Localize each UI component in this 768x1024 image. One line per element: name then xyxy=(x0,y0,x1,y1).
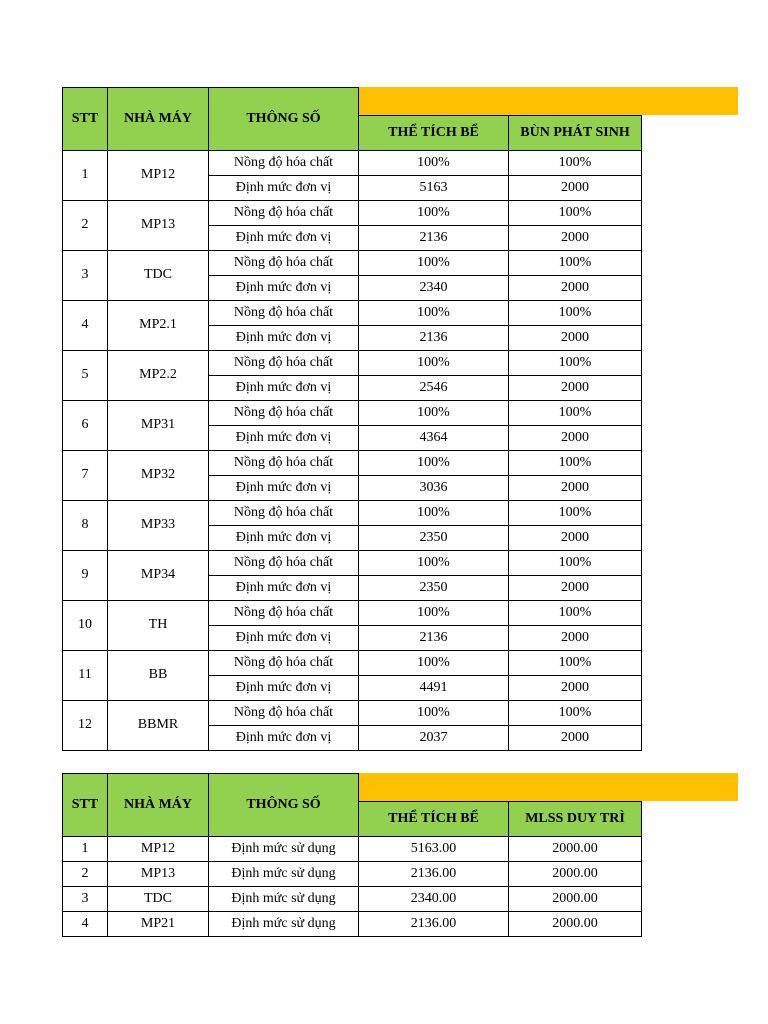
volume-cell: 2340 xyxy=(359,275,509,300)
volume-cell: 2136 xyxy=(359,625,509,650)
volume-cell: 100% xyxy=(359,150,509,175)
header-mlss: MLSS DUY TRÌ xyxy=(509,801,642,836)
factory-cell: MP34 xyxy=(108,550,209,600)
volume-cell: 5163.00 xyxy=(359,836,509,861)
sludge-cell: 100% xyxy=(509,700,642,725)
param-cell: Nồng độ hóa chất xyxy=(209,350,359,375)
volume-cell: 100% xyxy=(359,400,509,425)
param-cell: Định mức đơn vị xyxy=(209,675,359,700)
table-row xyxy=(63,250,642,275)
table-row xyxy=(63,836,642,861)
param-cell: Nồng độ hóa chất xyxy=(209,250,359,275)
param-cell: Nồng độ hóa chất xyxy=(209,200,359,225)
sludge-cell: 100% xyxy=(509,150,642,175)
factory-cell: MP2.2 xyxy=(108,350,209,400)
volume-cell: 100% xyxy=(359,500,509,525)
param-cell: Nồng độ hóa chất xyxy=(209,450,359,475)
factory-cell: MP21 xyxy=(108,911,209,936)
param-cell: Định mức sử dụng xyxy=(209,836,359,861)
param-cell: Định mức đơn vị xyxy=(209,175,359,200)
factory-cell: MP13 xyxy=(108,861,209,886)
stt-cell: 3 xyxy=(63,250,108,300)
factory-cell: MP2.1 xyxy=(108,300,209,350)
table-row xyxy=(63,450,642,475)
header-band xyxy=(359,88,642,116)
sludge-cell: 2000 xyxy=(509,275,642,300)
volume-cell: 100% xyxy=(359,650,509,675)
volume-cell: 4491 xyxy=(359,675,509,700)
param-cell: Định mức đơn vị xyxy=(209,275,359,300)
volume-cell: 100% xyxy=(359,200,509,225)
factory-cell: TDC xyxy=(108,886,209,911)
param-cell: Định mức đơn vị xyxy=(209,575,359,600)
sludge-cell: 100% xyxy=(509,300,642,325)
sludge-cell: 2000 xyxy=(509,325,642,350)
sludge-cell: 100% xyxy=(509,250,642,275)
table-row xyxy=(63,300,642,325)
stt-cell: 5 xyxy=(63,350,108,400)
volume-cell: 2350 xyxy=(359,575,509,600)
volume-cell: 100% xyxy=(359,600,509,625)
table-row xyxy=(63,600,642,625)
mlss-cell: 2000.00 xyxy=(509,886,642,911)
volume-cell: 2340.00 xyxy=(359,886,509,911)
header-band xyxy=(359,774,642,802)
sludge-cell: 2000 xyxy=(509,625,642,650)
header-param: THÔNG SỐ xyxy=(209,88,359,151)
stt-cell: 10 xyxy=(63,600,108,650)
param-cell: Nồng độ hóa chất xyxy=(209,300,359,325)
volume-cell: 3036 xyxy=(359,475,509,500)
table-row xyxy=(63,700,642,725)
header-sludge: BÙN PHÁT SINH xyxy=(509,115,642,150)
volume-cell: 4364 xyxy=(359,425,509,450)
volume-cell: 100% xyxy=(359,450,509,475)
factory-cell: TDC xyxy=(108,250,209,300)
header-param: THÔNG SỐ xyxy=(209,774,359,837)
stt-cell: 4 xyxy=(63,911,108,936)
param-cell: Định mức đơn vị xyxy=(209,725,359,750)
sludge-cell: 100% xyxy=(509,500,642,525)
param-cell: Định mức đơn vị xyxy=(209,425,359,450)
sludge-cell: 2000 xyxy=(509,175,642,200)
sludge-cell: 100% xyxy=(509,350,642,375)
stt-cell: 11 xyxy=(63,650,108,700)
table-row xyxy=(63,650,642,675)
sludge-cell: 2000 xyxy=(509,725,642,750)
mlss-cell: 2000.00 xyxy=(509,911,642,936)
stt-cell: 7 xyxy=(63,450,108,500)
param-cell: Định mức đơn vị xyxy=(209,325,359,350)
stt-cell: 6 xyxy=(63,400,108,450)
sludge-cell: 2000 xyxy=(509,675,642,700)
stt-cell: 2 xyxy=(63,200,108,250)
factory-cell: MP33 xyxy=(108,500,209,550)
param-cell: Định mức đơn vị xyxy=(209,225,359,250)
header-stt: STT xyxy=(63,88,108,151)
sludge-cell: 2000 xyxy=(509,375,642,400)
table-row xyxy=(63,911,642,936)
param-cell: Nồng độ hóa chất xyxy=(209,400,359,425)
volume-cell: 2037 xyxy=(359,725,509,750)
mlss-table xyxy=(62,773,642,937)
mlss-cell: 2000.00 xyxy=(509,836,642,861)
volume-cell: 2546 xyxy=(359,375,509,400)
stt-cell: 9 xyxy=(63,550,108,600)
sludge-cell: 100% xyxy=(509,400,642,425)
table-row xyxy=(63,150,642,175)
param-cell: Định mức đơn vị xyxy=(209,525,359,550)
table-row xyxy=(63,550,642,575)
volume-cell: 2350 xyxy=(359,525,509,550)
param-cell: Nồng độ hóa chất xyxy=(209,650,359,675)
table-row xyxy=(63,400,642,425)
volume-cell: 100% xyxy=(359,250,509,275)
header-factory: NHÀ MÁY xyxy=(108,88,209,151)
volume-cell: 100% xyxy=(359,350,509,375)
param-cell: Định mức đơn vị xyxy=(209,625,359,650)
sludge-cell: 2000 xyxy=(509,425,642,450)
param-cell: Định mức đơn vị xyxy=(209,375,359,400)
stt-cell: 3 xyxy=(63,886,108,911)
param-cell: Nồng độ hóa chất xyxy=(209,700,359,725)
sludge-cell: 100% xyxy=(509,450,642,475)
sludge-cell: 2000 xyxy=(509,475,642,500)
factory-cell: MP12 xyxy=(108,836,209,861)
sludge-cell: 100% xyxy=(509,550,642,575)
volume-cell: 2136.00 xyxy=(359,861,509,886)
header-volume: THỂ TÍCH BỂ xyxy=(359,801,509,836)
header-factory: NHÀ MÁY xyxy=(108,774,209,837)
sludge-cell: 2000 xyxy=(509,225,642,250)
sludge-cell: 2000 xyxy=(509,575,642,600)
param-cell: Nồng độ hóa chất xyxy=(209,500,359,525)
param-cell: Định mức sử dụng xyxy=(209,886,359,911)
volume-cell: 100% xyxy=(359,300,509,325)
table-row xyxy=(63,350,642,375)
param-cell: Nồng độ hóa chất xyxy=(209,600,359,625)
volume-cell: 100% xyxy=(359,700,509,725)
param-cell: Nồng độ hóa chất xyxy=(209,150,359,175)
volume-cell: 2136 xyxy=(359,325,509,350)
stt-cell: 2 xyxy=(63,861,108,886)
factory-cell: MP31 xyxy=(108,400,209,450)
factory-cell: TH xyxy=(108,600,209,650)
factory-cell: BB xyxy=(108,650,209,700)
stt-cell: 8 xyxy=(63,500,108,550)
factory-cell: MP32 xyxy=(108,450,209,500)
stt-cell: 4 xyxy=(63,300,108,350)
sludge-cell: 100% xyxy=(509,650,642,675)
param-cell: Định mức sử dụng xyxy=(209,861,359,886)
header-stt: STT xyxy=(63,774,108,837)
volume-cell: 2136 xyxy=(359,225,509,250)
sludge-table xyxy=(62,87,642,751)
param-cell: Định mức sử dụng xyxy=(209,911,359,936)
sludge-cell: 100% xyxy=(509,600,642,625)
sludge-cell: 2000 xyxy=(509,525,642,550)
mlss-cell: 2000.00 xyxy=(509,861,642,886)
table-row xyxy=(63,886,642,911)
stt-cell: 12 xyxy=(63,700,108,750)
volume-cell: 2136.00 xyxy=(359,911,509,936)
table-row xyxy=(63,500,642,525)
factory-cell: MP13 xyxy=(108,200,209,250)
header-volume: THỂ TÍCH BỂ xyxy=(359,115,509,150)
param-cell: Định mức đơn vị xyxy=(209,475,359,500)
stt-cell: 1 xyxy=(63,836,108,861)
factory-cell: BBMR xyxy=(108,700,209,750)
sludge-cell: 100% xyxy=(509,200,642,225)
stt-cell: 1 xyxy=(63,150,108,200)
param-cell: Nồng độ hóa chất xyxy=(209,550,359,575)
volume-cell: 5163 xyxy=(359,175,509,200)
table-row xyxy=(63,200,642,225)
factory-cell: MP12 xyxy=(108,150,209,200)
table-row xyxy=(63,861,642,886)
volume-cell: 100% xyxy=(359,550,509,575)
